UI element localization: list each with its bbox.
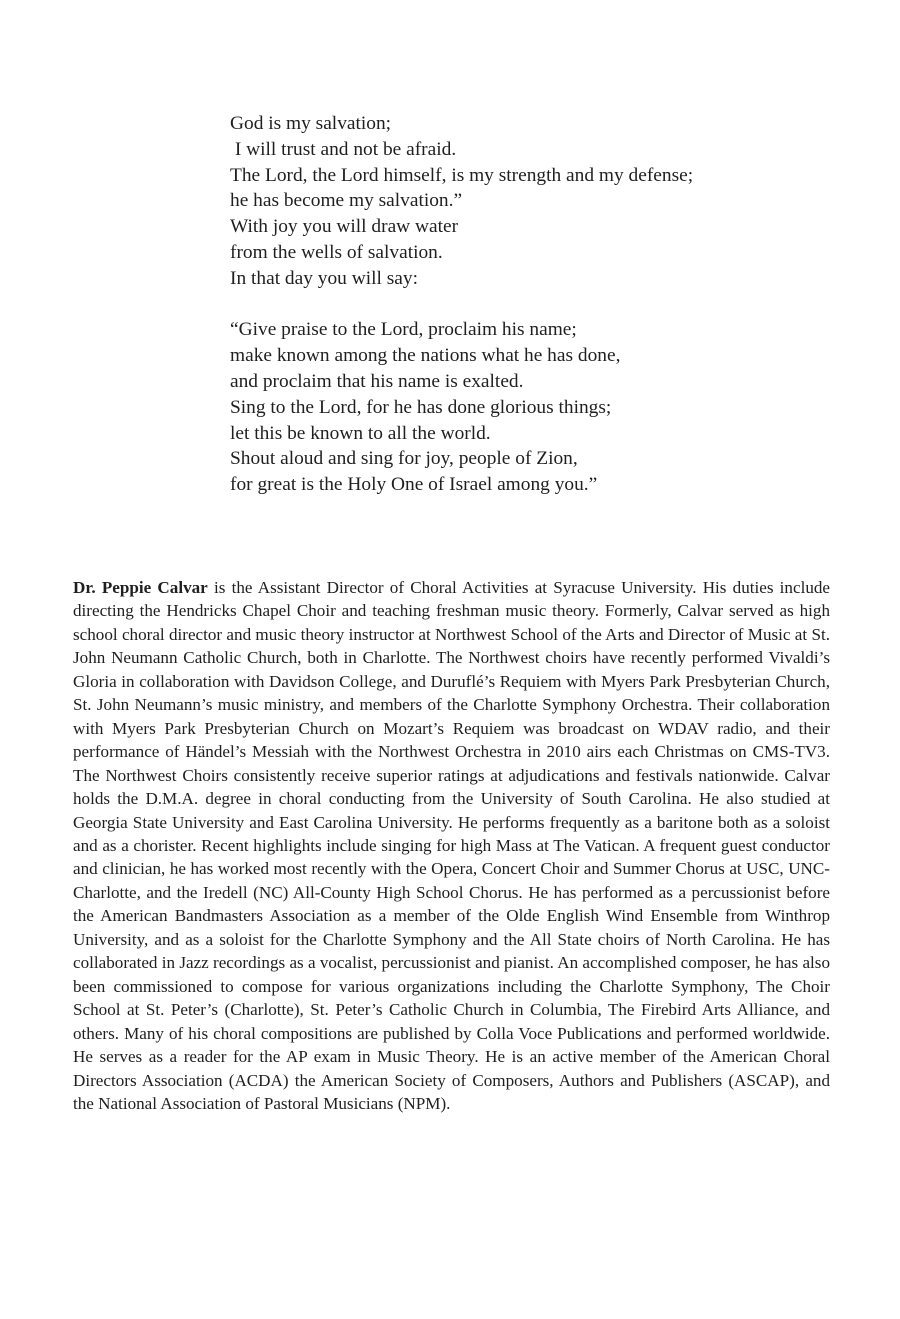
poem-line: The Lord, the Lord himself, is my strength and my defense;	[230, 164, 694, 186]
poem-line: In that day you will say:	[230, 267, 418, 289]
bio-paragraph	[73, 576, 830, 1115]
poem-line: let this be known to all the world.	[230, 422, 491, 444]
poem-stanza-1	[230, 111, 850, 292]
poem-line: God is my salvation;	[230, 113, 392, 134]
poem-line: Shout aloud and sing for joy, people of Zion,	[230, 448, 578, 470]
poem-line: he has become my salvation.”	[230, 190, 463, 212]
poem-line: Sing to the Lord, for he has done glorious things;	[230, 396, 612, 418]
poem-line: I will trust and not be afraid.	[230, 138, 457, 160]
poem-line: “Give praise to the Lord, proclaim his name;	[230, 319, 577, 341]
poem-line: for great is the Holy One of Israel among you.”	[230, 474, 598, 496]
poem-line: make known among the nations what he has done,	[230, 345, 621, 367]
poem	[230, 111, 850, 498]
poem-line: With joy you will draw water	[230, 216, 459, 238]
poem-stanza-2	[230, 317, 850, 498]
poem-line: and proclaim that his name is exalted.	[230, 370, 524, 392]
bio-name: Dr. Peppie Calvar	[73, 578, 208, 597]
poem-line: from the wells of salvation.	[230, 241, 443, 263]
bio-text: is the Assistant Director of Choral Activities at Syracuse University. His duties include directing the Hendricks Chapel Choir and teaching freshman music theory. Formerly, Calvar served as high school choral director and music theory instructor at Northwest School of the Arts and Director of Music at St. John Neumann Catholic Church, both in Charlotte. The Northwest choirs have recently performed Vivaldi’s Gloria in collaboration with Davidson College, and Duruflé’s Requiem with Myers Park Presbyterian Church, St. John Neumann’s music ministry, and members of the Charlotte Symphony Orchestra. Their collaboration with Myers Park Presbyterian Church on Mozart’s Requiem was broadcast on WDAV radio, and their performance of Händel’s Messiah with the Northwest Orchestra in 2010 airs each Christmas on CMS-TV3. The Northwest Choirs consistently receive superior ratings at adjudications and festivals nationwide. Calvar holds the D.M.A. degree in choral conducting from the University of South Carolina. He also studied at Georgia State University and East Carolina University. He performs frequently as a baritone both as a soloist and as a chorister. Recent highlights include singing for high Mass at The Vatican. A frequent guest conductor and clinician, he has worked most recently with the Opera, Concert Choir and Summer Chorus at USC, UNC-Charlotte, and the Iredell (NC) All-County High School Chorus. He has performed as a percussionist before the American Bandmasters Association as a member of the Olde English Wind Ensemble from Winthrop University, and as a soloist for the Charlotte Symphony and the All State choirs of North Carolina. He has collaborated in Jazz recordings as a vocalist, percussionist and pianist. An accomplished composer, he has also been commissioned to compose for various organizations including the Charlotte Symphony, The Choir School at St. Peter’s (Charlotte), St. Peter’s Catholic Church in Columbia, The Firebird Arts Alliance, and others. Many of his choral compositions are published by Colla Voce Publications and performed worldwide. He serves as a reader for the AP exam in Music Theory. He is an active member of the American Choral Directors Association (ACDA) the American Society of Composers, Authors and Publishers (ASCAP), and the National Association of Pastoral Musicians (NPM).	[73, 578, 830, 1113]
